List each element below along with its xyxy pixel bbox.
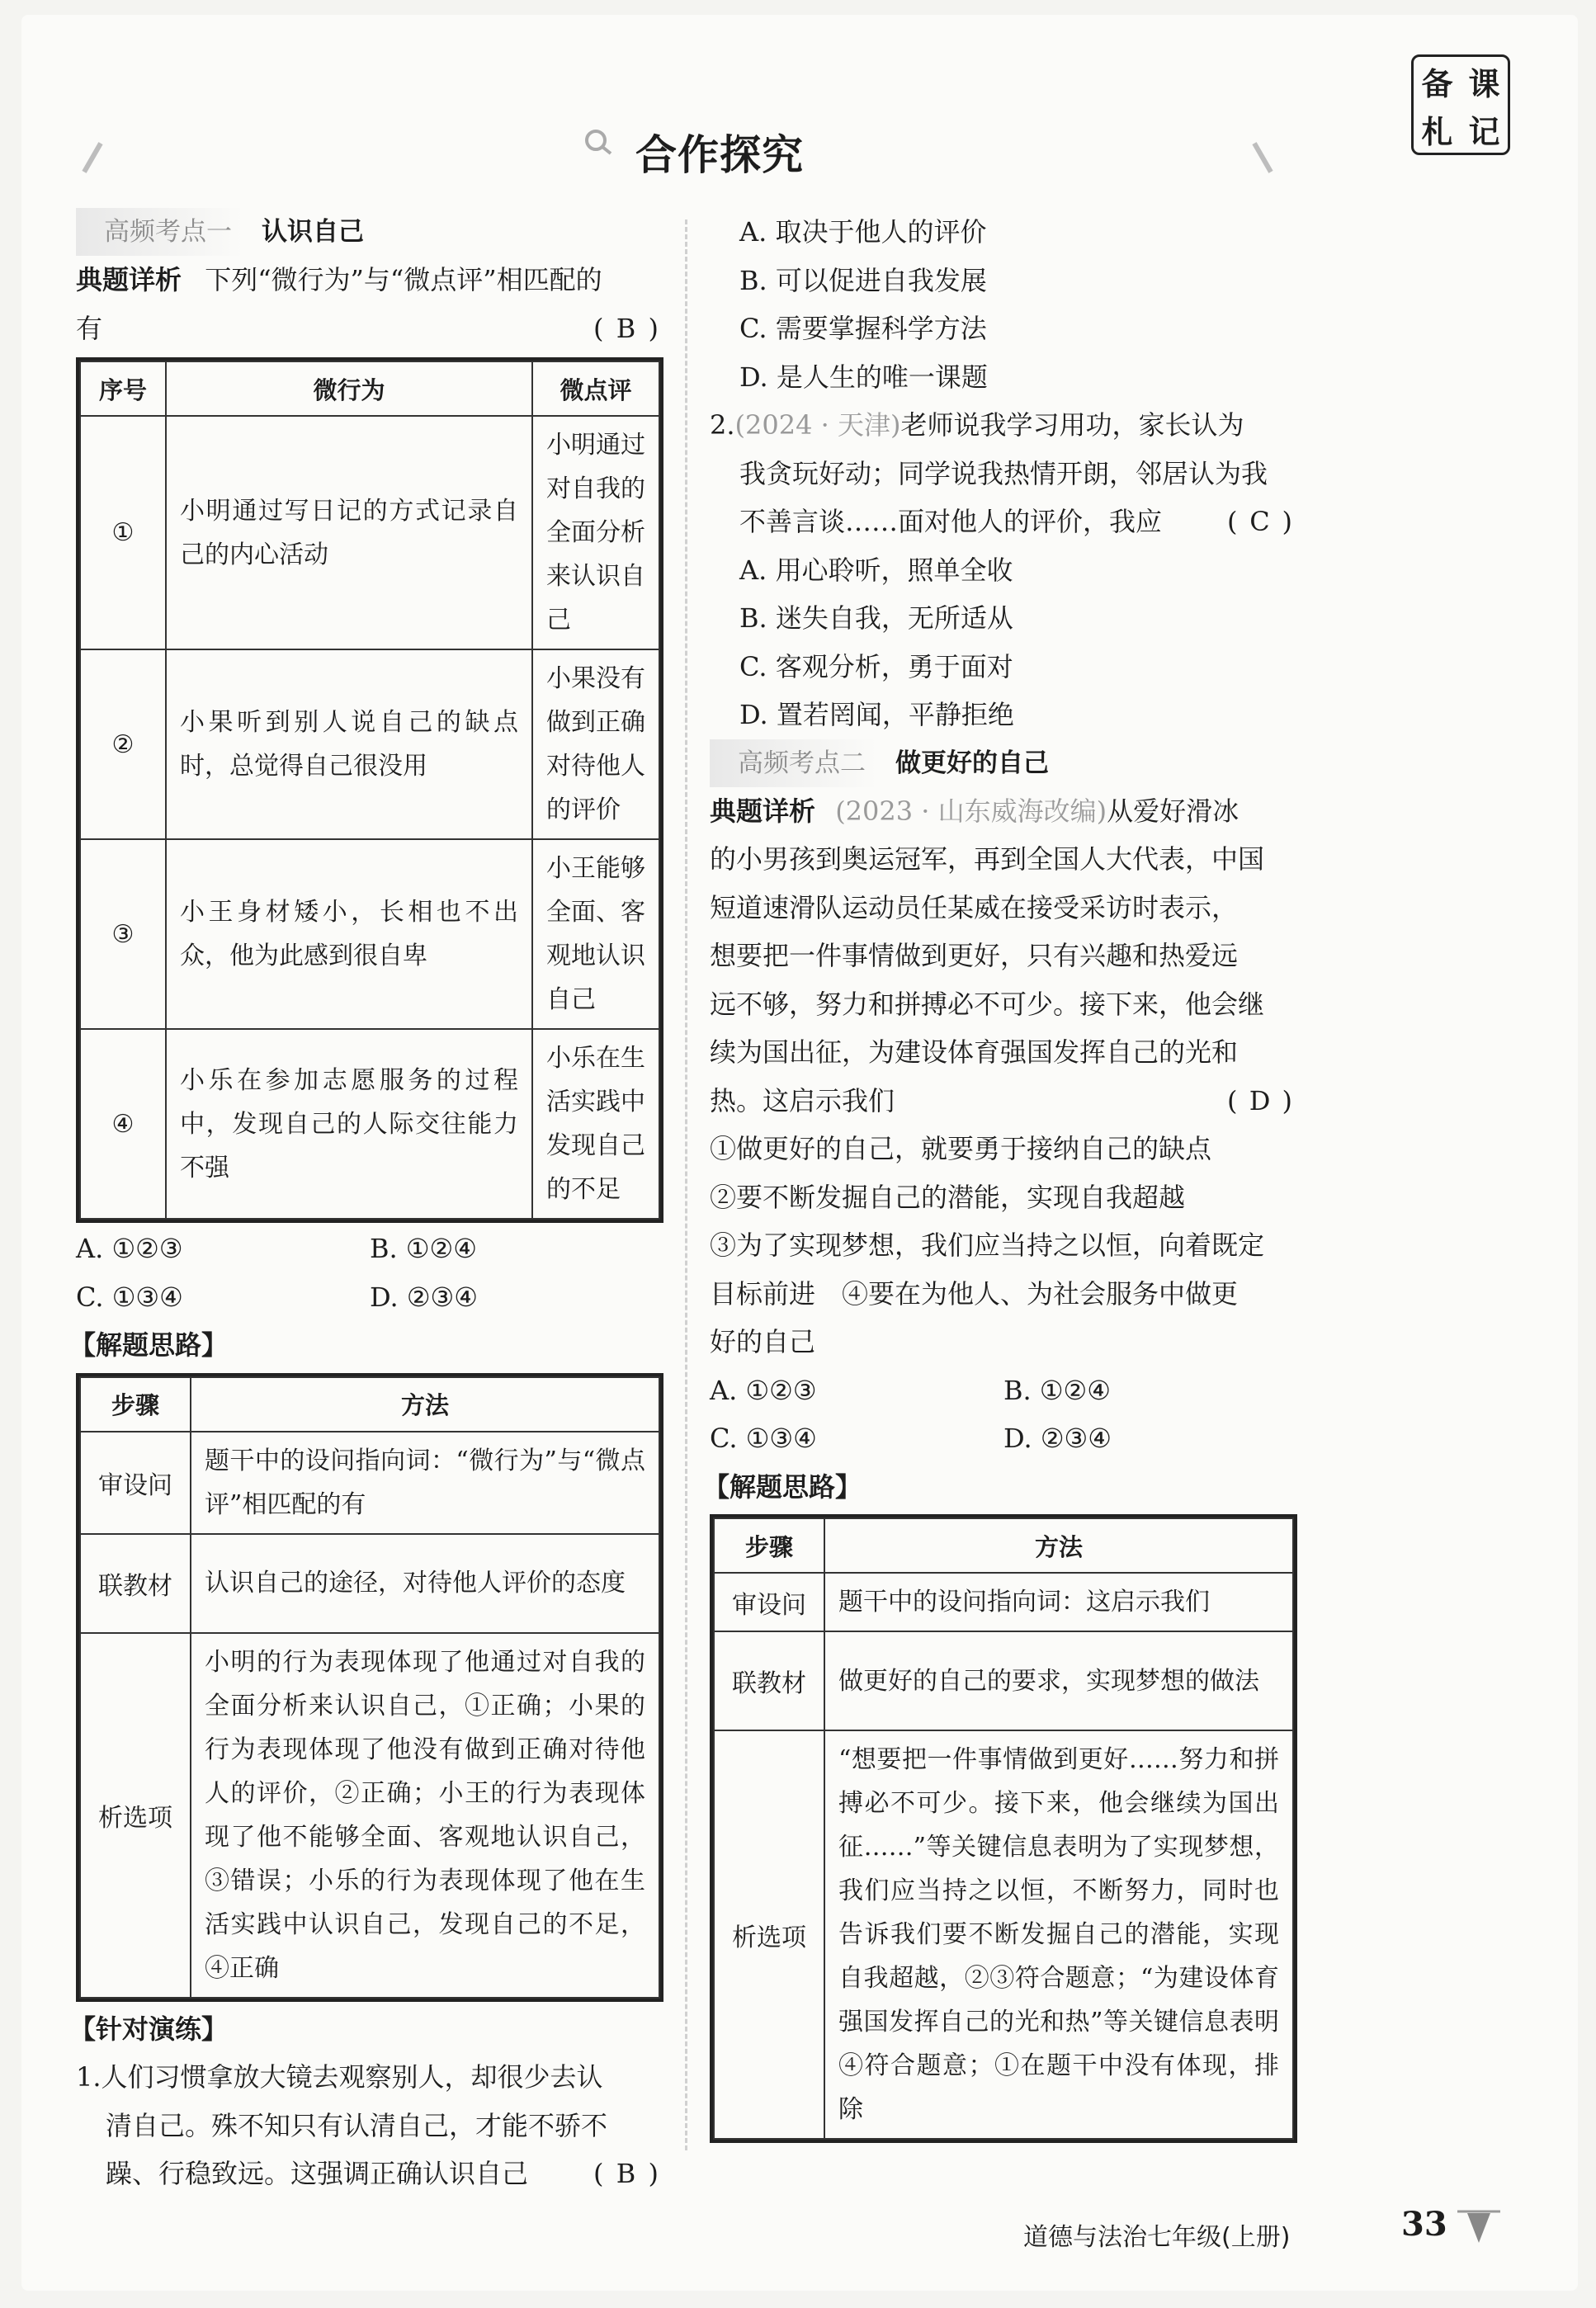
example-label: 典题详析 bbox=[76, 264, 182, 295]
book-title: 道德与法治七年级(上册) bbox=[1023, 2223, 1291, 2252]
step-cell: 联教材 bbox=[80, 1534, 191, 1633]
section-title: 认识自己 bbox=[262, 217, 364, 247]
question-source: (2024 · 天津) bbox=[734, 409, 901, 441]
table-header: 方法 bbox=[824, 1518, 1293, 1573]
solution-table bbox=[76, 1373, 663, 2002]
example-text: 续为国出征，为建设体育强国发挥自己的光和 bbox=[710, 1036, 1239, 1068]
question-text: 人们习惯拿放大镜去观察别人，却很少去认 bbox=[101, 2061, 603, 2093]
table-row bbox=[80, 1029, 659, 1219]
option: B. 迷失自我，无所适从 bbox=[739, 602, 1013, 634]
question-number: 1. bbox=[76, 2061, 102, 2093]
option: C. 需要掌握科学方法 bbox=[739, 313, 987, 344]
section-heading bbox=[710, 739, 1297, 787]
option: D. 是人生的唯一课题 bbox=[739, 361, 988, 393]
example-text: 的小男孩到奥运冠军，再到全国人大代表，中国 bbox=[710, 843, 1265, 875]
right-column bbox=[703, 208, 1297, 2143]
table-row bbox=[80, 1633, 659, 1998]
question-text: 清自己。殊不知只有认清自己，才能不骄不 bbox=[106, 2109, 608, 2141]
table-header: 方法 bbox=[191, 1377, 659, 1432]
option: B. ①②④ bbox=[1003, 1374, 1111, 1406]
step-cell: 析选项 bbox=[714, 1730, 824, 2139]
table-row bbox=[80, 839, 659, 1029]
question-text: 老师说我学习用功，家长认为 bbox=[900, 409, 1244, 441]
behavior-cell: 小王身材矮小，长相也不出众，他为此感到很自卑 bbox=[166, 839, 532, 1029]
option: D. 置若罔闻，平静拒绝 bbox=[739, 699, 1014, 730]
table-header: 微行为 bbox=[166, 361, 532, 416]
options-row bbox=[710, 1366, 1297, 1415]
option: A. ①②③ bbox=[76, 1233, 183, 1264]
answer: B bbox=[616, 2158, 636, 2189]
corner-arrow-icon bbox=[1454, 2205, 1504, 2246]
answer: D bbox=[1249, 1084, 1271, 1116]
comment-cell: 小王能够全面、客观地认识自己 bbox=[532, 839, 659, 1029]
method-cell: 题干中的设问指向词：“微行为”与“微点评”相匹配的有 bbox=[191, 1432, 659, 1534]
match-table bbox=[76, 357, 663, 1223]
method-cell: 小明的行为表现体现了他通过对自我的全面分析来认识自己，①正确；小果的行为表现体现了他没有做到正确对待他人的评价，②正确；小王的行为表现体现了他不能够全面、客观地认识自己，③错误；小乐的行为表现体现了他在生活实践中认识自己，发现自己的不足，④正确 bbox=[191, 1633, 659, 1998]
example-text: 想要把一件事情做到更好，只有兴趣和热爱远 bbox=[710, 940, 1239, 971]
table-row bbox=[714, 1730, 1293, 2139]
statement: ①做更好的自己，就要勇于接纳自己的缺点 bbox=[710, 1133, 1212, 1164]
option: B. 可以促进自我发展 bbox=[739, 264, 987, 296]
example-text: 从爱好滑冰 bbox=[1107, 795, 1239, 827]
option: C. 客观分析，勇于面对 bbox=[739, 650, 1013, 682]
comment-cell: 小果没有做到正确对待他人的评价 bbox=[532, 649, 659, 839]
statement: ③为了实现梦想，我们应当持之以恒，向着既定 bbox=[710, 1230, 1265, 1261]
answer: C bbox=[1249, 506, 1270, 537]
table-row bbox=[80, 1534, 659, 1633]
answer: B bbox=[616, 312, 636, 344]
question-number: 2. bbox=[710, 409, 735, 441]
example-text: 下列“微行为”与“微点评”相匹配的 bbox=[205, 264, 602, 295]
step-cell: 联教材 bbox=[714, 1631, 824, 1730]
table-row bbox=[80, 649, 659, 839]
stamp-char: 记 bbox=[1468, 113, 1500, 150]
row-number: ③ bbox=[80, 839, 166, 1029]
row-number: ① bbox=[80, 416, 166, 649]
magnifier-icon bbox=[578, 124, 619, 157]
question-text-last bbox=[76, 2150, 663, 2198]
example-text: 有 bbox=[76, 312, 103, 344]
options-row bbox=[710, 1414, 1297, 1463]
option: C. ①③④ bbox=[76, 1281, 183, 1313]
table-header: 微点评 bbox=[532, 361, 659, 416]
example-question-line bbox=[76, 304, 663, 353]
statement: 好的自己 bbox=[710, 1326, 816, 1357]
option: B. ①②④ bbox=[370, 1233, 477, 1264]
example-question bbox=[710, 787, 1297, 836]
example-text: 远不够，努力和拼搏必不可少。接下来，他会继 bbox=[710, 988, 1265, 1020]
page-number: 33 bbox=[1401, 2205, 1447, 2244]
stamp-char: 课 bbox=[1468, 65, 1500, 102]
page-title: 合作探究 bbox=[635, 131, 804, 179]
solve-label: 【解题思路】 bbox=[703, 1470, 862, 1503]
behavior-cell: 小乐在参加志愿服务的过程中，发现自己的人际交往能力不强 bbox=[166, 1029, 532, 1219]
method-cell: 认识自己的途径，对待他人评价的态度 bbox=[191, 1534, 659, 1633]
options-row bbox=[76, 1225, 663, 1273]
question-text: 躁、行稳致远。这强调正确认识自己 bbox=[106, 2158, 529, 2189]
left-column bbox=[69, 208, 663, 2198]
section-tag: 高频考点一 bbox=[76, 208, 243, 256]
question-text-last bbox=[710, 498, 1297, 546]
practice-label: 【针对演练】 bbox=[69, 2013, 229, 2045]
options-row bbox=[76, 1273, 663, 1322]
section-tag: 高频考点二 bbox=[710, 739, 877, 787]
option: D. ②③④ bbox=[370, 1281, 478, 1313]
option: C. ①③④ bbox=[710, 1423, 817, 1454]
step-cell: 审设问 bbox=[714, 1573, 824, 1631]
method-cell: 题干中的设问指向词：这启示我们 bbox=[824, 1573, 1293, 1631]
solve-label: 【解题思路】 bbox=[69, 1329, 229, 1361]
solution-table bbox=[710, 1514, 1297, 2143]
option: A. 取决于他人的评价 bbox=[739, 216, 987, 248]
example-text: 短道速滑队运动员任某威在接受采访时表示， bbox=[710, 891, 1239, 923]
example-question bbox=[76, 256, 663, 304]
table-row bbox=[80, 416, 659, 649]
option: D. ②③④ bbox=[1003, 1423, 1112, 1454]
comment-cell: 小明通过对自我的全面分析来认识自己 bbox=[532, 416, 659, 649]
example-label: 典题详析 bbox=[710, 795, 816, 827]
example-source: (2023 · 山东威海改编) bbox=[835, 795, 1107, 827]
notes-stamp bbox=[1411, 54, 1510, 155]
comment-cell: 小乐在生活实践中发现自己的不足 bbox=[532, 1029, 659, 1219]
behavior-cell: 小明通过写日记的方式记录自己的内心活动 bbox=[166, 416, 532, 649]
step-cell: 审设问 bbox=[80, 1432, 191, 1534]
section-title: 做更好的自己 bbox=[895, 748, 1049, 778]
step-cell: 析选项 bbox=[80, 1633, 191, 1998]
question-text: 我贪玩好动；同学说我热情开朗，邻居认为我 bbox=[739, 457, 1268, 489]
option: A. 用心聆听，照单全收 bbox=[739, 554, 1013, 586]
behavior-cell: 小果听到别人说自己的缺点时，总觉得自己很没用 bbox=[166, 649, 532, 839]
answer-bracket: ( B ) bbox=[593, 2150, 659, 2198]
question-2 bbox=[710, 401, 1297, 450]
table-header: 步骤 bbox=[714, 1518, 824, 1573]
answer-bracket: ( C ) bbox=[1227, 498, 1292, 546]
question-1 bbox=[76, 2053, 663, 2102]
answer-bracket: ( D ) bbox=[1227, 1077, 1292, 1126]
section-heading bbox=[76, 208, 663, 256]
question-text: 不善言谈……面对他人的评价，我应 bbox=[739, 506, 1163, 537]
stamp-char: 札 bbox=[1421, 113, 1453, 150]
stamp-char: 备 bbox=[1421, 65, 1453, 102]
table-row bbox=[714, 1631, 1293, 1730]
table-row bbox=[714, 1573, 1293, 1631]
example-text: 热。这启示我们 bbox=[710, 1084, 895, 1116]
statement: 目标前进 ④要在为他人、为社会服务中做更 bbox=[710, 1277, 1239, 1310]
row-number: ④ bbox=[80, 1029, 166, 1219]
option: A. ①②③ bbox=[710, 1374, 817, 1406]
row-number: ② bbox=[80, 649, 166, 839]
table-row bbox=[80, 1432, 659, 1534]
table-header: 步骤 bbox=[80, 1377, 191, 1432]
statement: ②要不断发掘自己的潜能，实现自我超越 bbox=[710, 1181, 1186, 1213]
column-divider bbox=[685, 219, 687, 2150]
table-header: 序号 bbox=[80, 361, 166, 416]
example-text-last bbox=[710, 1077, 1297, 1126]
answer-bracket: ( B ) bbox=[593, 304, 659, 353]
method-cell: “想要把一件事情做到更好……努力和拼搏必不可少。接下来，他会继续为国出征……”等关键信息表明为了实现梦想，我们应当持之以恒，不断努力，同时也告诉我们要不断发掘自己的潜能，实现自我超越，②③符合题意；“为建设体育强国发挥自己的光和热”等关键信息表明④符合题意；①在题干中没有体现，排除 bbox=[824, 1730, 1293, 2139]
method-cell: 做更好的自己的要求，实现梦想的做法 bbox=[824, 1631, 1293, 1730]
